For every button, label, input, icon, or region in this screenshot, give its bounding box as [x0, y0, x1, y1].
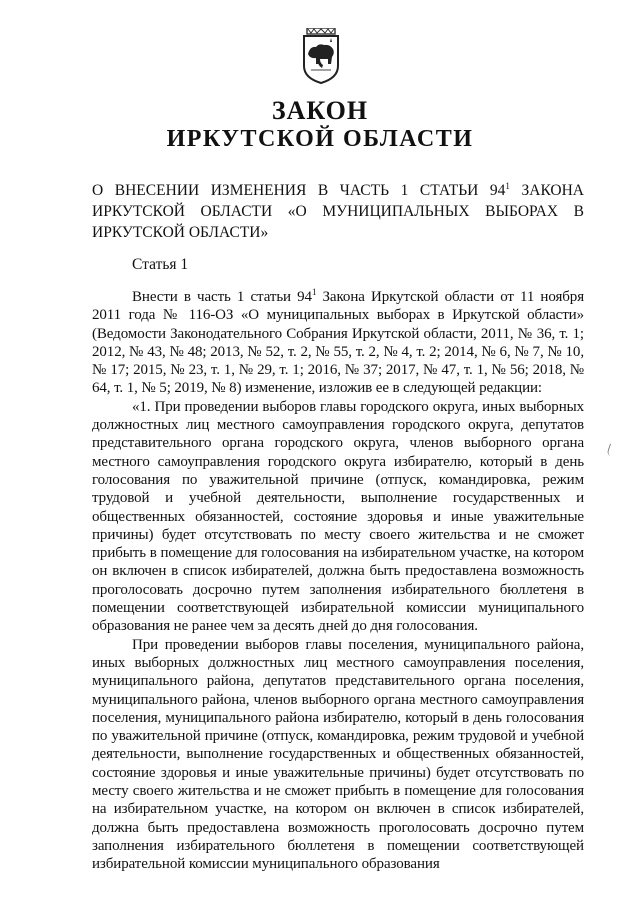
coat-of-arms-emblem — [301, 28, 341, 84]
body-paragraph-1 — [92, 288, 584, 398]
subject-superscript: 1 — [505, 180, 510, 191]
paragraph-1-start: Внести в часть 1 статьи 94 — [132, 289, 312, 305]
law-region: ИРКУТСКОЙ ОБЛАСТИ — [166, 126, 474, 152]
paragraph-1-superscript: 1 — [311, 287, 317, 297]
law-subject — [92, 180, 584, 243]
coat-of-arms-icon — [301, 28, 341, 84]
paragraph-1-end: Закона Иркутской области от 11 ноября 2011 года № 116-ОЗ «О муниципальных выборах в Иркутской области» (Ведомости Законодательного Собрания Иркутской области, 2011, № 36, т. 1; 2012, № 43, № 48; 2013, № 52, т. 2, № 55, т. 2, № 4, т. 2; 2014, № 6, № 7, № 10, № 17; 2015, № 23, т. 1, № 29, т. 1; 2016, № 37; 2017, № 47, т. 1, № 56; 2018, № 64, т. 1, № 5; 2019, № 8) изменение, изложив ее в следующей редакции: — [92, 289, 584, 397]
body-paragraph-3: При проведении выборов главы поселения, муниципального района, иных выборных должностных лиц местного самоуправления поселения, муниципального района, депутатов представительного органа поселения, муниципального района, членов выборного органа местного самоуправления поселения, муниципального района избирателю, который в день голосования по уважительной причине (отпуск, командировка, режим трудовой и учебной деятельности, выполнение государственных и общественных обязанностей, состояние здоровья и иные уважительные причины) будет отсутствовать по месту своего жительства и не сможет прибыть в помещение для голосования на избирательном участке, на котором он включен в список избирателей, должна быть предоставлена возможность проголосовать досрочно путем заполнения избирательного бюллетеня в помещении соответствующей избирательной комиссии муниципального образования — [92, 636, 584, 873]
subject-text-end: ЗАКОНА ИРКУТСКОЙ ОБЛАСТИ «О МУНИЦИПАЛЬНЫХ ВЫБОРАХ В ИРКУТСКОЙ ОБЛАСТИ» — [92, 182, 584, 241]
body-paragraph-2: «1. При проведении выборов главы городского округа, иных выборных должностных лиц местного самоуправления городского округа, депутатов представительного органа городского округа, членов выборного органа местного самоуправления городского округа избирателю, который в день голосования по уважительной причине (отпуск, командировка, режим трудовой и учебной деятельности, выполнение государственных и общественных обязанностей, состояние здоровья и иные уважительные причины) будет отсутствовать по месту своего жительства и не сможет прибыть в помещение для голосования на избирательном участке, на котором он включен в список избирателей, должна быть предоставлена возможность проголосовать досрочно путем заполнения избирательного бюллетеня в помещении соответствующей избирательной комиссии муниципального образования не ранее чем за десять дней до дня голосования. — [92, 398, 584, 635]
margin-mark — [606, 444, 614, 457]
subject-text-start: О ВНЕСЕНИИ ИЗМЕНЕНИЯ В ЧАСТЬ 1 СТАТЬИ 94 — [92, 182, 506, 199]
article-heading: Статья 1 — [132, 256, 189, 273]
law-title: ЗАКОН — [271, 96, 369, 125]
law-body — [92, 288, 584, 874]
